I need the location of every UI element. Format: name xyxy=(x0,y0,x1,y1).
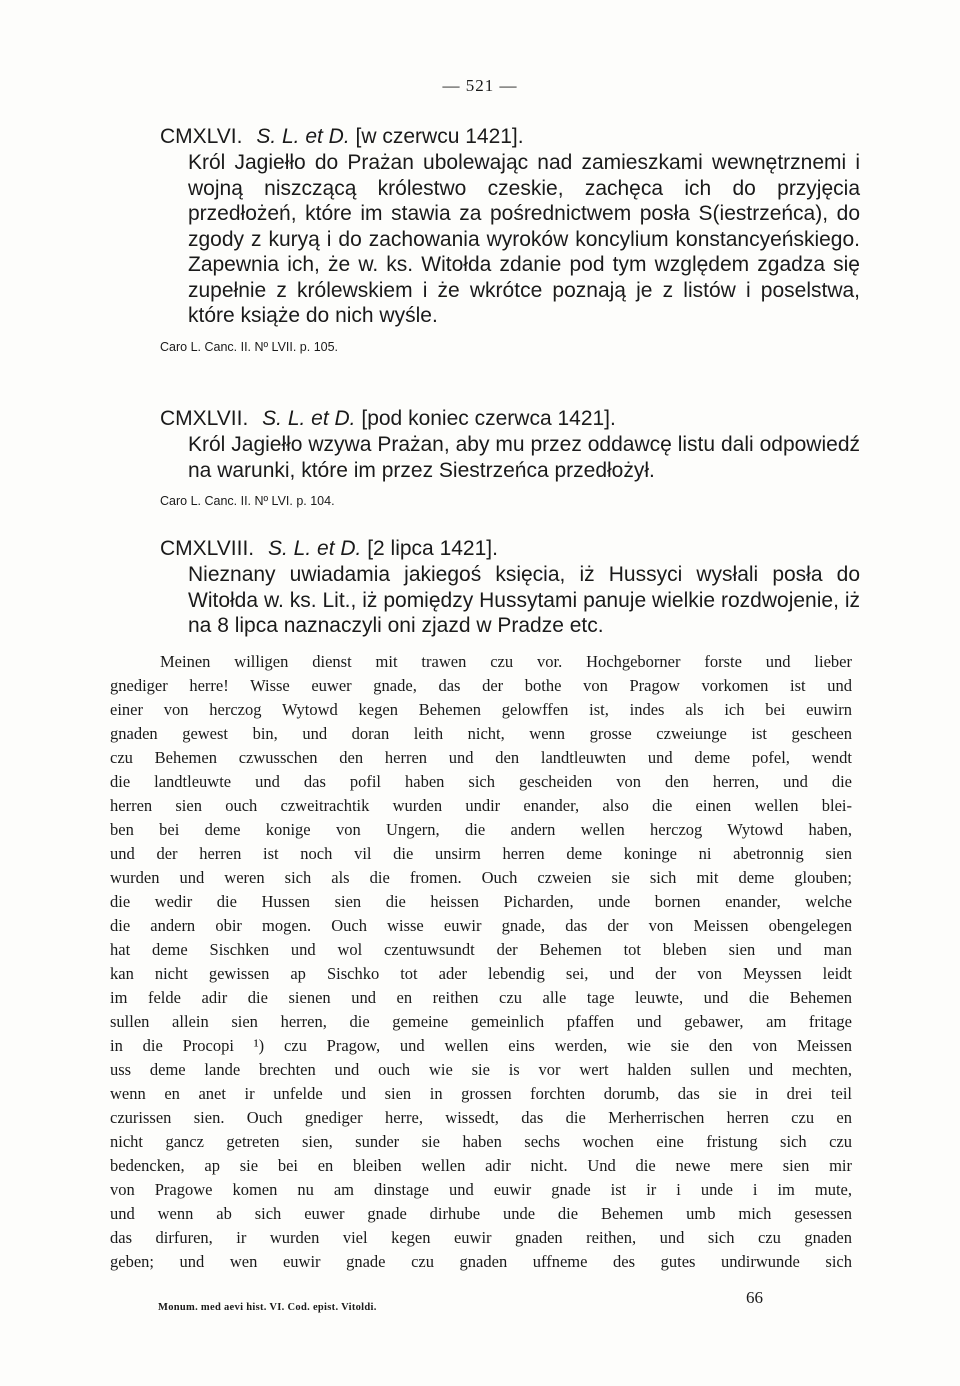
entry-number: CMXLVII. xyxy=(160,407,249,430)
letter-line: die andern obir mogen. Ouch wisse euwir gnade, das der von Meissen obengelegen xyxy=(110,916,852,935)
page-number: — 521 — xyxy=(442,76,518,95)
letter-line: im felde adir die sienen und en reithen czu alle tage leuwte, und die Behemen xyxy=(110,988,852,1007)
letter-line: czu Behemen czwusschen den herren und den landtleuwten und deme pofel, wendt xyxy=(110,748,852,767)
entry-heading xyxy=(160,536,860,562)
letter-line: die wedir die Hussen sien die heissen Picharden, unde bornen enander, welche xyxy=(110,892,852,911)
letter-line: in die Procopi ¹) czu Pragow, und wellen eins werden, wie sie den von Meissen xyxy=(110,1036,852,1055)
letter-line: gnaden gewest bin, und doran leith nicht, wenn grosse czweiunge ist gescheen xyxy=(110,724,852,743)
letter-line: sullen allein sien herren, die gemeine gemeinlich pfaffen und gebawer, am fritage xyxy=(110,1012,852,1031)
letter-line: kan nicht gewissen ap Sischko tot ader lebendig sei, und der von Meyssen leidt xyxy=(110,964,852,983)
signature-mark: Monum. med aevi hist. VI. Cod. epist. Vitoldi. xyxy=(158,1302,377,1313)
entry-regest: Król Jagiełło wzywa Prażan, aby mu przez oddawcę listu dali odpowiedź na warunki, które im przez Siestrzeńca przedłożył. xyxy=(188,433,860,482)
entry-number: CMXLVIII. xyxy=(160,537,255,560)
letter-line: hat deme Sischken und wol czentuwsundt der Behemen tot bleben sien und man xyxy=(110,940,852,959)
letter-line: wurden und weren sich als die fromen. Ouch czweien sie sich mit deme glouben; xyxy=(110,868,852,887)
entry-number: CMXLVI. xyxy=(160,125,243,148)
page-footer xyxy=(110,1288,852,1318)
letter-line: wenn en anet ir unfelde und sien in grossen forchten dorumb, das sie in drei teil xyxy=(110,1084,852,1103)
letter-line: die landtleuwte und das pofil haben sich gescheiden von den herren, und die xyxy=(110,772,852,791)
letter-line: herren sien ouch czweitrachtik wurden undir enander, also die einen wellen blei- xyxy=(110,796,852,815)
entry-regest: Król Jagiełło do Prażan ubolewając nad zamieszkami wewnętrznemi i wojną niszczącą królestwo czeskie, zachęca ich do przyjęcia przedłożeń, które im stawia za pośrednictwem posła S(iestrzeńca), do zgody z kuryą i do zachowania wyroków koncylium konstancyeńskiego. Zapewnia ich, że w. ks. Witołda zdanie pod tym względem zgadza się zupełnie z królewskiem i że wkrótce poznają je z listów i poselstwa, które książe do nich wyśle. xyxy=(188,151,860,327)
letter-line: von Pragowe komen nu am dinstage und euwir gnade ist ir i unde i im mute, xyxy=(110,1180,852,1199)
entry-date: [pod koniec czerwca 1421]. xyxy=(361,407,616,430)
letter-line: Meinen willigen dienst mit trawen czu vor. Hochgeborner forste und lieber xyxy=(160,652,852,671)
letter-line: ben bei deme konige von Ungern, die andern wellen herczog Wytowd haben, xyxy=(110,820,852,839)
letter-line: bedencken, ap sie bei en bleiben wellen adir nicht. Und die newe mere sien mir xyxy=(110,1156,852,1175)
entry-source: Caro L. Canc. II. Nº LVI. p. 104. xyxy=(160,494,335,508)
letter-line: und wenn ab sich euwer gnade dirhube unde die Behemen umb mich gesessen xyxy=(110,1204,852,1223)
letter-line: nicht gancz getreten sien, sunder sie haben sechs wochen eine fristung sich czu xyxy=(110,1132,852,1151)
entry-siglum: S. L. et D. xyxy=(267,537,362,560)
letter-line: gnediger herre! Wisse euwer gnade, das der bothe von Pragow vorkomen ist und xyxy=(110,676,852,695)
letter-line: czurissen sien. Ouch gnediger herre, wissedt, das die Merherrischen herren czu en xyxy=(110,1108,852,1127)
entry-siglum: S. L. et D. xyxy=(262,407,356,430)
entry-heading xyxy=(160,124,860,150)
letter-line: und der herren ist noch vil die unsirm herren deme koninge ni abetronnig sien xyxy=(110,844,852,863)
sheet-number: 66 xyxy=(746,1288,763,1307)
entry-regest: Nieznany uwiadamia jakiegoś księcia, iż Hussyci wysłali posła do Witołda w. ks. Lit., iż pomiędzy Hussytami panuje wielkie rozdwojenie, iż na 8 lipca naznaczyli oni zjazd w Pradze etc. xyxy=(188,563,860,637)
entry-cmxlvi xyxy=(160,124,860,355)
entry-date: [w czerwcu 1421]. xyxy=(355,125,524,148)
letter-line: einer von herczog Wytowd kegen Behemen gelowffen ist, indes als ich bei euwirn xyxy=(110,700,852,719)
entry-date: [2 lipca 1421]. xyxy=(367,537,498,560)
entry-cmxlviii xyxy=(160,536,860,639)
entry-cmxlvii xyxy=(160,406,860,509)
letter-line: das dirfuren, ir wurden viel kegen euwir gnaden reithen, und sich czu gnaden xyxy=(110,1228,852,1247)
entry-source: Caro L. Canc. II. Nº LVII. p. 105. xyxy=(160,339,339,354)
letter-line: geben; und wen euwir gnade czu gnaden uffneme des gutes undirwunde sich xyxy=(110,1252,852,1271)
entry-siglum: S. L. et D. xyxy=(256,125,350,148)
letter-text xyxy=(110,650,852,1274)
entry-heading xyxy=(160,406,860,432)
letter-line: uss deme lande brechten und ouch wie sie is vor wert halden sullen und mechten, xyxy=(110,1060,852,1079)
